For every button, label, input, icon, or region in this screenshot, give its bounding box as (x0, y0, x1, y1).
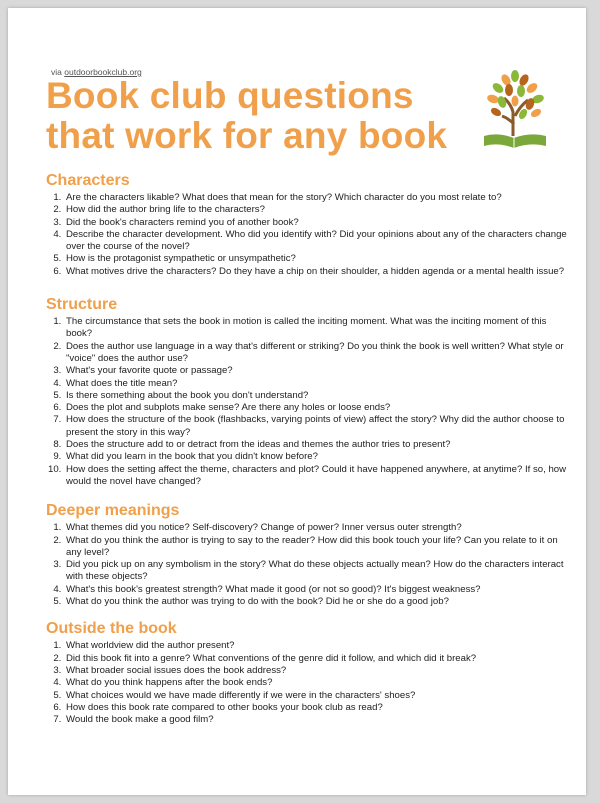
section-structure (46, 296, 586, 488)
question-list (46, 192, 569, 278)
list-item: 10. How does the setting affect the theme, characters and plot? Could it have happened anywhere, at anytime? If so, how would the novel have changed? (64, 464, 569, 489)
section-characters (46, 172, 586, 278)
list-item: 4. What does the title mean? (64, 378, 569, 390)
list-item: 5. What do you think the author was trying to do with the book? Did he or she do a good job? (64, 596, 569, 608)
list-item: 8. Does the structure add to or detract from the ideas and themes the author tries to present? (64, 439, 569, 451)
list-item: 7. How does the structure of the book (flashbacks, varying points of view) affect the story? Why did the author choose to present the story in this way? (64, 414, 569, 439)
list-item: 3. What's your favorite quote or passage? (64, 365, 569, 377)
tree-book-logo-icon (478, 66, 552, 150)
list-item: 5. What choices would we have made differently if we were in the characters' shoes? (64, 690, 569, 702)
list-item: 5. Is there something about the book you don't understand? (64, 390, 569, 402)
list-item: 5. How is the protagonist sympathetic or unsympathetic? (64, 253, 569, 265)
title-line-1: Book club questions (46, 75, 414, 116)
list-item: 6. How does this book rate compared to other books your book club as read? (64, 702, 569, 714)
list-item: 3. What broader social issues does the book address? (64, 665, 569, 677)
document-page (8, 8, 586, 795)
question-list (46, 640, 569, 726)
list-item: 2. How did the author bring life to the characters? (64, 204, 569, 216)
list-item: 4. What's this book's greatest strength? What made it good (or not so good)? It's biggest weakness? (64, 584, 569, 596)
list-item: 1. The circumstance that sets the book in motion is called the inciting moment. What was the inciting moment of this book? (64, 316, 569, 341)
list-item: 4. Describe the character development. Who did you identify with? Did your opinions about any of the characters change over the course of the novel? (64, 229, 569, 254)
section-heading: Deeper meanings (46, 502, 180, 520)
via-prefix: via (51, 67, 62, 77)
section-heading: Characters (46, 172, 130, 189)
question-content (8, 172, 586, 726)
list-item: 4. What do you think happens after the book ends? (64, 677, 569, 689)
list-item: 1. What themes did you notice? Self-discovery? Change of power? Inner versus outer strength? (64, 522, 569, 534)
section-heading: Structure (46, 296, 118, 314)
list-item: 9. What did you learn in the book that you didn't know before? (64, 451, 569, 463)
section-heading: Outside the book (46, 620, 177, 638)
question-list (46, 316, 569, 488)
list-item: 1. Are the characters likable? What does that mean for the story? Which character do you most relate to? (64, 192, 569, 204)
question-list (46, 522, 569, 608)
list-item: 3. Did you pick up on any symbolism in the story? What do these objects actually mean? How do the characters interact with these objects? (64, 559, 569, 584)
list-item: 2. What do you think the author is trying to say to the reader? How did this book touch your life? Can you relate to it on any level? (64, 535, 569, 560)
page-title (46, 76, 447, 156)
list-item: 7. Would the book make a good film? (64, 714, 569, 726)
source-link[interactable]: outdoorbookclub.org (64, 67, 142, 77)
list-item: 2. Did this book fit into a genre? What conventions of the genre did it follow, and which did it break? (64, 653, 569, 665)
list-item: 3. Did the book's characters remind you of another book? (64, 217, 569, 229)
list-item: 6. Does the plot and subplots make sense? Are there any holes or loose ends? (64, 402, 569, 414)
list-item: 2. Does the author use language in a way that's different or striking? Do you think the book is well written? What style or "voice" does the author use? (64, 341, 569, 366)
section-deeper-meanings (46, 502, 586, 608)
section-outside-the-book (46, 620, 586, 726)
list-item: 6. What motives drive the characters? Do they have a chip on their shoulder, a hidden agenda or a mental health issue? (64, 266, 569, 278)
list-item: 1. What worldview did the author present? (64, 640, 569, 652)
title-line-2: that work for any book (46, 115, 448, 156)
